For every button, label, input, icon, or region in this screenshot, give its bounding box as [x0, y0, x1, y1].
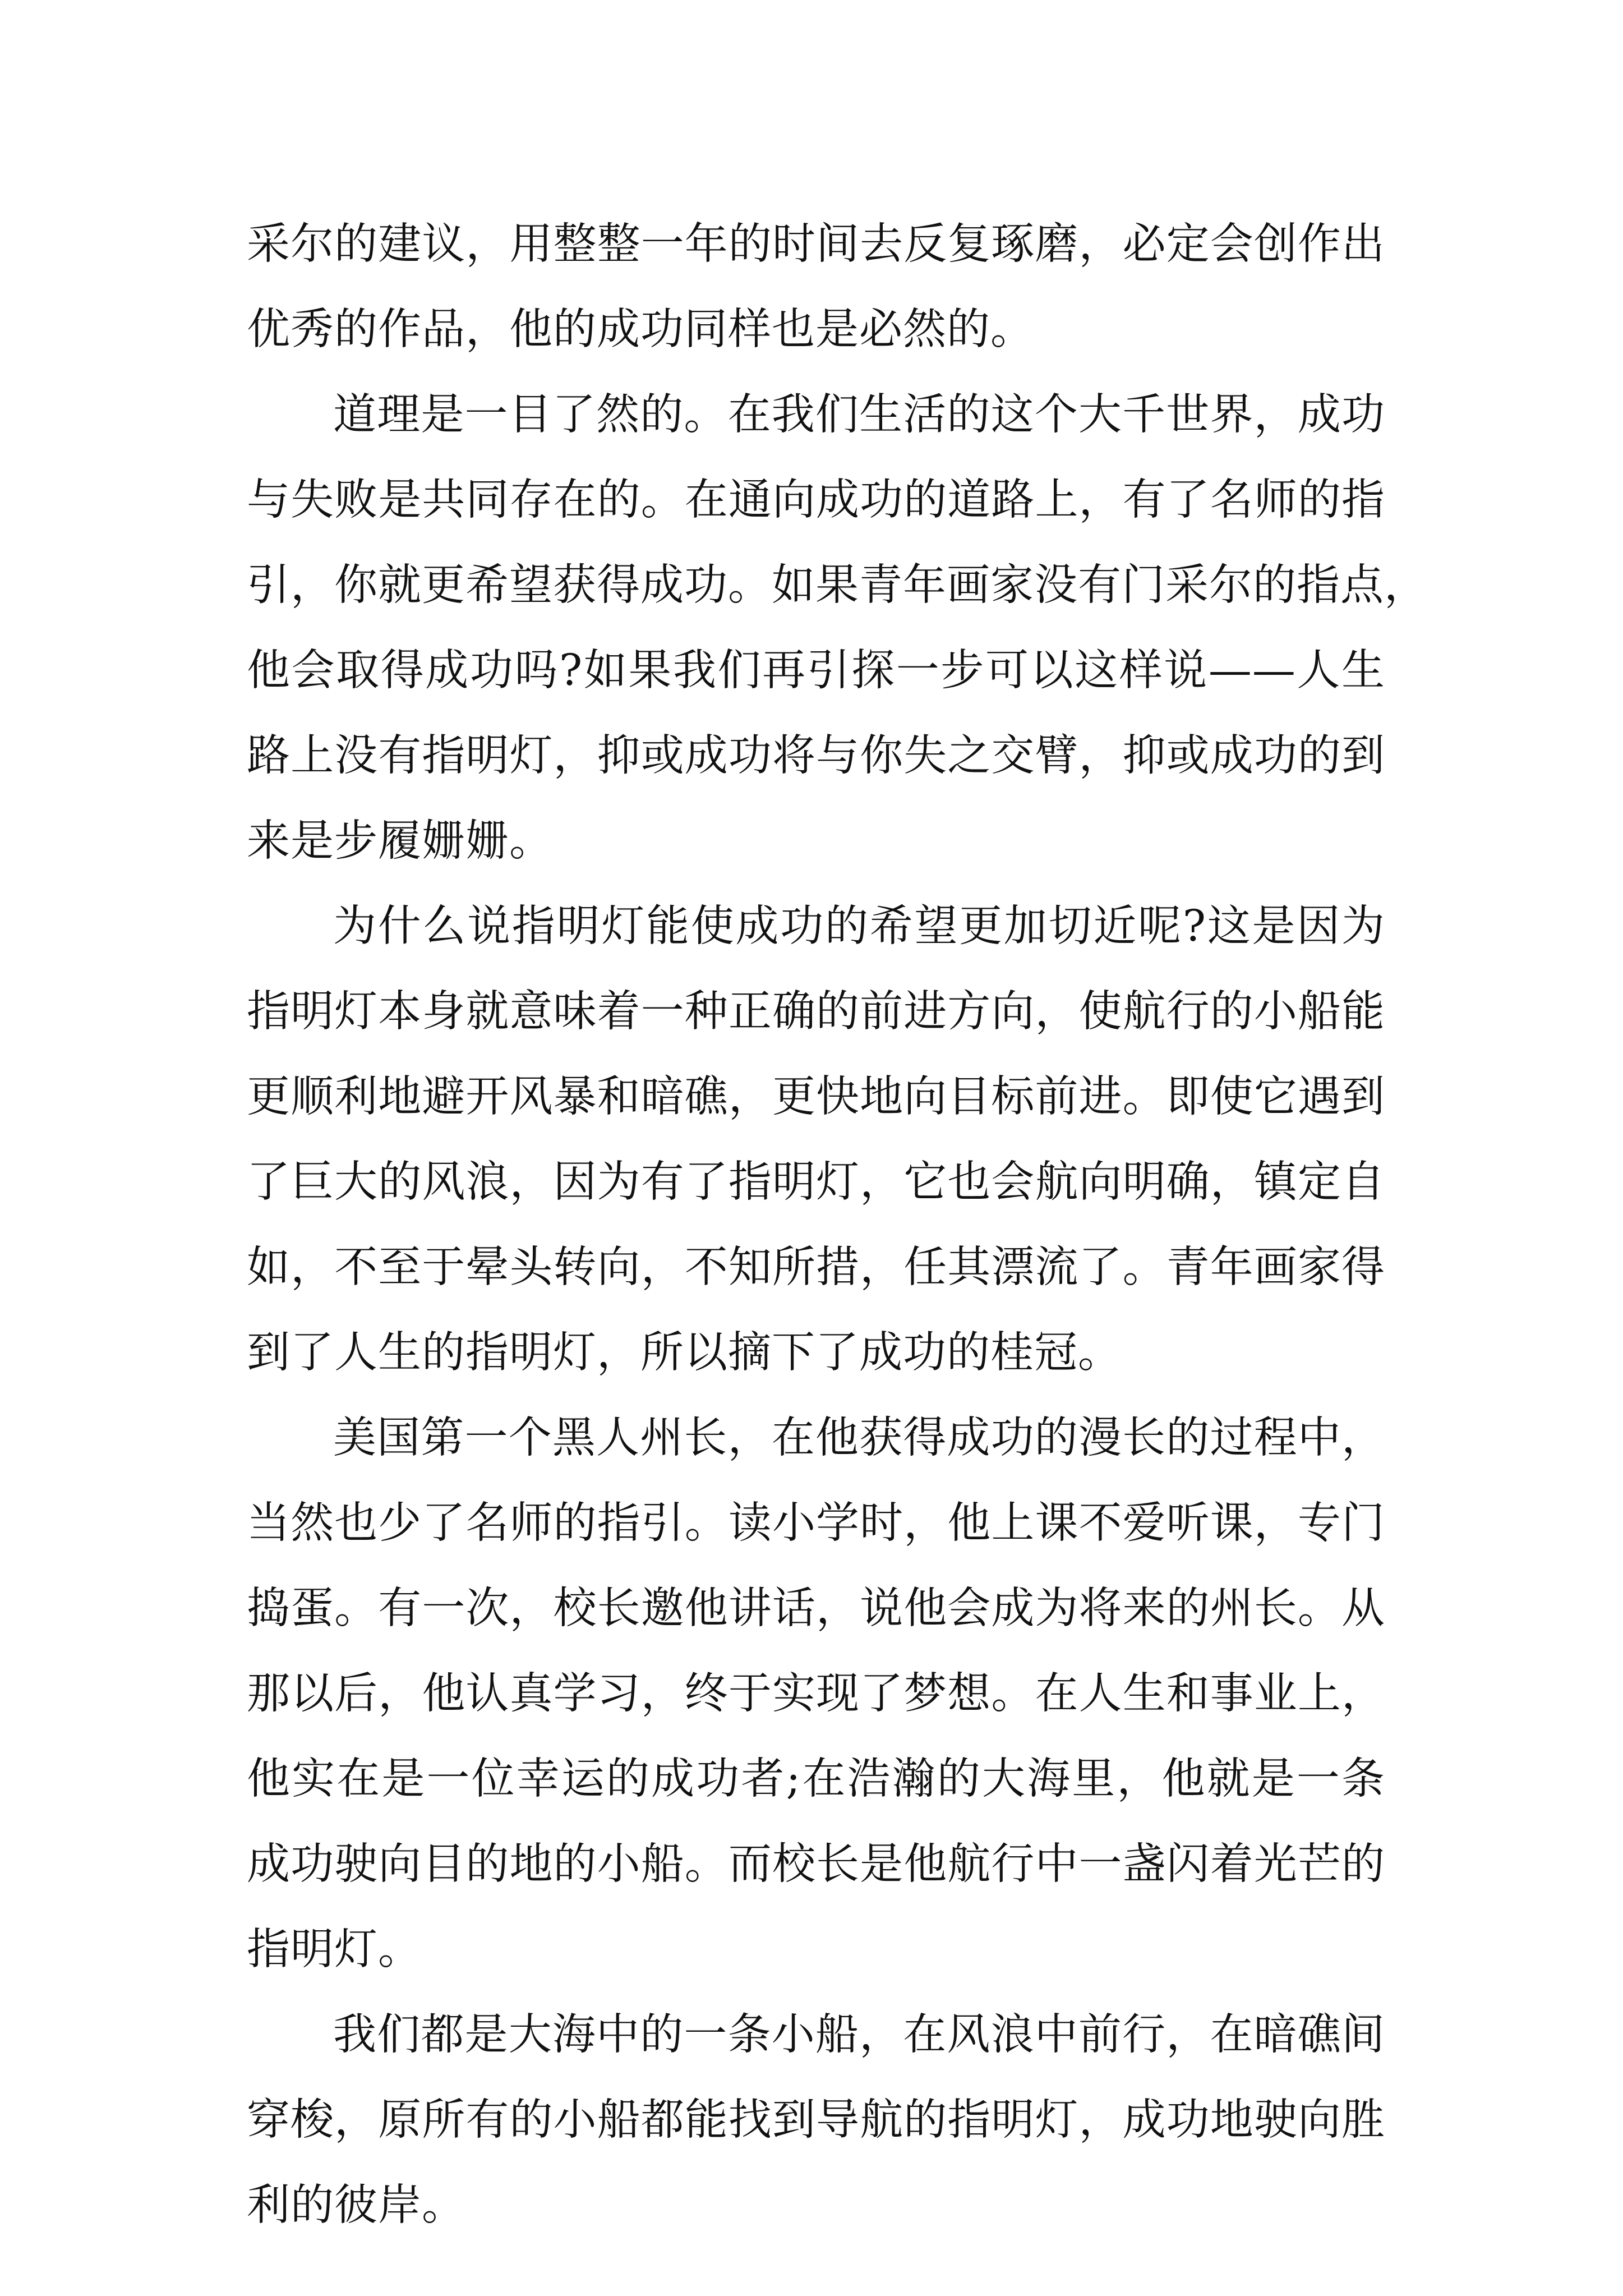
paragraph-4: [247, 1396, 1385, 1993]
text-line: 优秀的作品，他的成功同样也是必然的。: [247, 305, 1034, 355]
paragraph-1: [247, 202, 1385, 372]
text-line: 如，不至于晕头转向，不知所措，任其漂流了。青年画家得: [247, 1243, 1385, 1292]
text-line: 成功驶向目的地的小船。而校长是他航行中一盏闪着光芒的: [247, 1839, 1385, 1889]
text-line: 道理是一目了然的。在我们生活的这个大千世界，成功: [333, 390, 1385, 440]
text-line: 更顺利地避开风暴和暗礁，更快地向目标前进。即使它遇到: [247, 1072, 1385, 1122]
document-body: [247, 202, 1428, 2248]
text-line: 为什么说指明灯能使成功的希望更加切近呢?这是因为: [333, 901, 1385, 951]
text-line: 指明灯本身就意味着一种正确的前进方向，使航行的小船能: [247, 987, 1385, 1037]
text-line: 穿梭，原所有的小船都能找到导航的指明灯，成功地驶向胜: [247, 2095, 1385, 2145]
text-line: 路上没有指明灯，抑或成功将与你失之交臂，抑或成功的到: [247, 731, 1385, 781]
text-line: 采尔的建议，用整整一年的时间去反复琢磨，必定会创作出: [247, 219, 1385, 269]
text-line: 他实在是一位幸运的成功者;在浩瀚的大海里，他就是一条: [247, 1754, 1385, 1804]
text-line: 利的彼岸。: [247, 2180, 465, 2230]
text-line: 当然也少了名师的指引。读小学时，他上课不爱听课，专门: [247, 1498, 1385, 1548]
text-line: 捣蛋。有一次，校长邀他讲话，说他会成为将来的州长。从: [247, 1584, 1385, 1634]
text-line: 了巨大的风浪，因为有了指明灯，它也会航向明确，镇定自: [247, 1157, 1385, 1207]
text-line: 我们都是大海中的一条小船，在风浪中前行，在暗礁间: [333, 2010, 1385, 2060]
text-line: 来是步履姗姗。: [247, 816, 553, 866]
text-line: 与失败是共同存在的。在通向成功的道路上，有了名师的指: [247, 475, 1385, 525]
text-line: 引，你就更希望获得成功。如果青年画家没有门采尔的指点，: [247, 560, 1428, 610]
text-line: 美国第一个黑人州长，在他获得成功的漫长的过程中，: [333, 1413, 1385, 1463]
text-line: 他会取得成功吗?如果我们再引探一步可以这样说——人生: [247, 646, 1385, 696]
paragraph-2: [247, 372, 1428, 884]
text-line: 到了人生的指明灯，所以摘下了成功的桂冠。: [247, 1328, 1122, 1378]
paragraph-5: [247, 1993, 1385, 2248]
text-line: 那以后，他认真学习，终于实现了梦想。在人生和事业上，: [247, 1669, 1385, 1719]
paragraph-3: [247, 884, 1385, 1396]
text-line: 指明灯。: [247, 1925, 422, 1975]
